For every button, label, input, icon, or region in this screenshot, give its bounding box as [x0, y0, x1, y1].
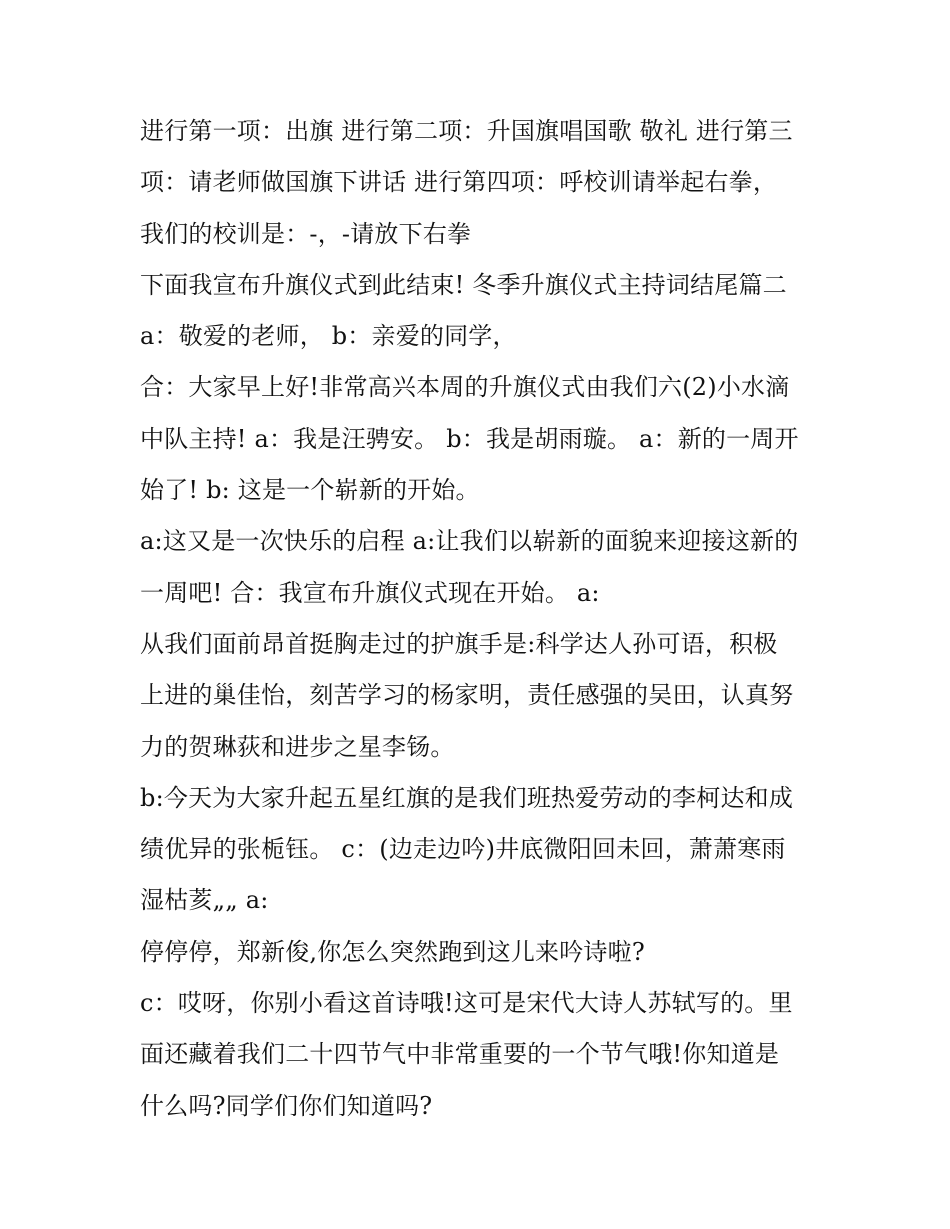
text-line: 从我们面前昂首挺胸走过的护旗手是:科学达人孙可语，积极 [140, 629, 778, 658]
text-line: b:今天为大家升起五星红旗的是我们班热爱劳动的李柯达和成 [140, 783, 794, 812]
text-line: a:这又是一次快乐的启程 a:让我们以崭新的面貌来迎接这新的 [140, 527, 799, 556]
text-line: c：哎呀，你别小看这首诗哦!这可是宋代大诗人苏轼写的。里 [140, 989, 793, 1018]
text-line: 上进的巢佳怡，刻苦学习的杨家明，责任感强的吴田，认真努 [140, 681, 794, 710]
text-line: 绩优异的张栀钰。 c：(边走边吟)井底微阳回未回，萧萧寒雨 [140, 835, 786, 864]
text-line: 什么吗?同学们你们知道吗? [140, 1091, 433, 1120]
text-line: 始了! b: 这是一个崭新的开始。 [140, 476, 480, 505]
text-line: 项：请老师做国旗下讲话 进行第四项：呼校训请举起右拳， [140, 168, 778, 197]
text-line: 进行第一项：出旗 进行第二项：升国旗唱国歌 敬礼 进行第三 [140, 117, 793, 145]
text-line: 力的贺琳荻和进步之星李钖。 [140, 732, 455, 761]
text-line: a：敬爱的老师， b：亲爱的同学， [140, 322, 517, 351]
text-line: 我们的校训是：-，-请放下右拳 [140, 219, 472, 248]
text-line: 中队主持! a：我是汪骋安。 b：我是胡雨璇。 a：新的一周开 [140, 424, 799, 453]
text-line: 停停停，郑新俊,你怎么突然跑到这儿来吟诗啦? [140, 937, 645, 966]
text-line: 湿枯荄„„ a: [140, 886, 269, 915]
text-line: 面还藏着我们二十四节气中非常重要的一个节气哦!你知道是 [140, 1040, 780, 1069]
text-line: 下面我宣布升旗仪式到此结束! 冬季升旗仪式主持词结尾篇二 [140, 270, 787, 299]
body-text [140, 106, 820, 1132]
text-line: 合：大家早上好!非常高兴本周的升旗仪式由我们六(2)小水滴 [140, 373, 790, 402]
text-line: 一周吧! 合：我宣布升旗仪式现在开始。 a: [140, 578, 600, 607]
